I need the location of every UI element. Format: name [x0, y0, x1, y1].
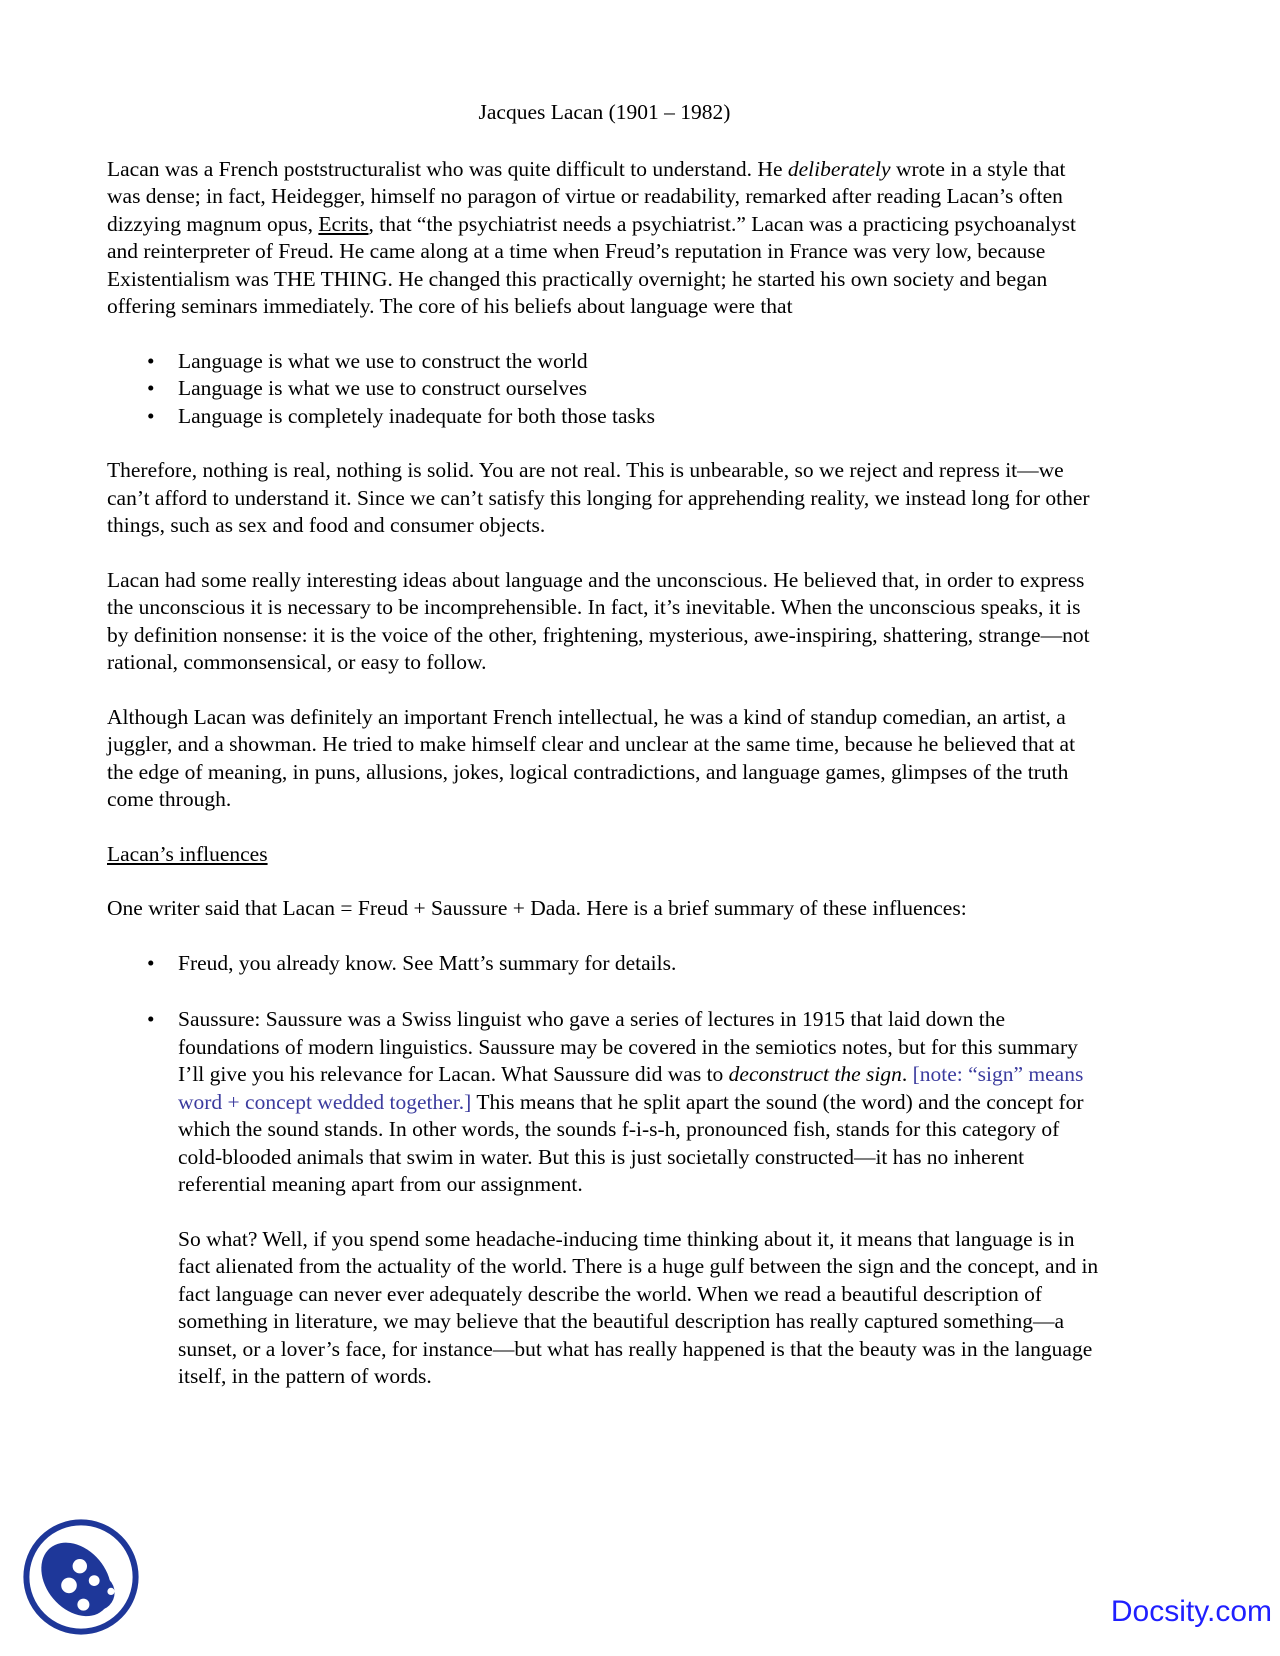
paragraph-intro: [107, 156, 1102, 321]
paragraph-so-what: So what? Well, if you spend some headache-inducing time thinking about it, it means that language is in fact alienated from the actuality of the world. There is a huge gulf between the sign and the concept, and in fact language can never ever adequately describe the world. When we read a beautiful description of something in literature, we may believe that the beautiful description has really captured something—a sunset, or a lover’s face, for instance—but what has really happened is that the beauty was in the language itself, in the pattern of words.: [178, 1226, 1099, 1388]
underlined-ecrits: Ecrits: [318, 211, 369, 236]
italic-deliberately: deliberately: [787, 156, 891, 181]
paragraph-intro-text: wrote in a style that was dense; in fact, Heidegger, himself no paragon of virtue or readability, remarked after reading Lacan’s often dizzying magnum opus,: [107, 156, 1066, 236]
paragraph-formula: One writer said that Lacan = Freud + Saussure + Dada. Here is a brief summary of these influences:: [107, 896, 967, 920]
influences-heading: Lacan’s influences: [107, 841, 268, 866]
paragraph-showman: Although Lacan was definitely an important French intellectual, he was a kind of standup comedian, an artist, a juggler, and a showman. He tried to make himself clear and unclear at the same time, because he believed that at the edge of meaning, in puns, allusions, jokes, logical contradictions, and language games, glimpses of the truth come through.: [107, 704, 1076, 811]
paragraph-intro-text: Lacan was a French poststructuralist who was quite difficult to understand. He: [107, 156, 788, 181]
language-beliefs-list: [107, 348, 1102, 431]
list-item: • Language is completely inadequate for both those tasks: [107, 403, 1102, 431]
saussure-text: This means that he split apart the sound (the word) and the concept for which the sound stands. In other words, the sounds f-i-s-h, pronounced fish, stands for this category of cold-blooded animals that swim in water. But this is just societally constructed—it has no inherent referential meaning apart from our assignment.: [178, 1089, 1084, 1196]
blue-note-sign-definition: [note: “sign” means word + concept wedded together.]: [178, 1062, 1084, 1114]
page-title: Jacques Lacan (1901 – 1982): [478, 100, 731, 124]
italic-deconstruct-the-sign: deconstruct the sign: [728, 1062, 902, 1086]
list-item: • Language is what we use to construct ourselves: [107, 375, 1102, 403]
docsity-logo-icon: [21, 1516, 141, 1638]
document-page: [107, 99, 1102, 1418]
paragraph-unconscious: Lacan had some really interesting ideas about language and the unconscious. He believed that, in order to express the unconscious it is necessary to be incomprehensible. In fact, it’s inevitable. When the unconscious speaks, it is by definition nonsense: it is the voice of the other, frightening, mysterious, awe-inspiring, shattering, strange—not rational, commonsensical, or easy to follow.: [107, 567, 1090, 674]
list-item: • Language is what we use to construct the world: [107, 348, 1102, 376]
docsity-link[interactable]: Docsity.com: [1110, 1595, 1272, 1628]
saussure-text: Saussure: Saussure was a Swiss linguist who gave a series of lectures in 1915 that laid down the foundations of modern linguistics. Saussure may be covered in the semiotics notes, but for this summary I’ll give you his relevance for Lacan. What Saussure did was to: [178, 1007, 1078, 1086]
paragraph-therefore: Therefore, nothing is real, nothing is solid. You are not real. This is unbearable, so we reject and repress it—we can’t afford to understand it. Since we can’t satisfy this longing for apprehending reality, we instead long for other things, such as sex and food and consumer objects.: [107, 458, 1090, 537]
list-item-freud: • Freud, you already know. See Matt’s summary for details.: [107, 950, 1102, 978]
influences-list: [107, 950, 1102, 1199]
paragraph-intro-text: , that “the psychiatrist needs a psychiatrist.” Lacan was a practicing psychoanalyst and reinterpreter of Freud. He came along at a time when Freud’s reputation in France was very low, because Existentialism was THE THING. He changed this practically overnight; he started his own society and began offering seminars immediately. The core of his beliefs about language were that: [107, 211, 1077, 318]
list-item-saussure: [107, 1006, 1102, 1199]
saussure-text: .: [901, 1062, 913, 1086]
